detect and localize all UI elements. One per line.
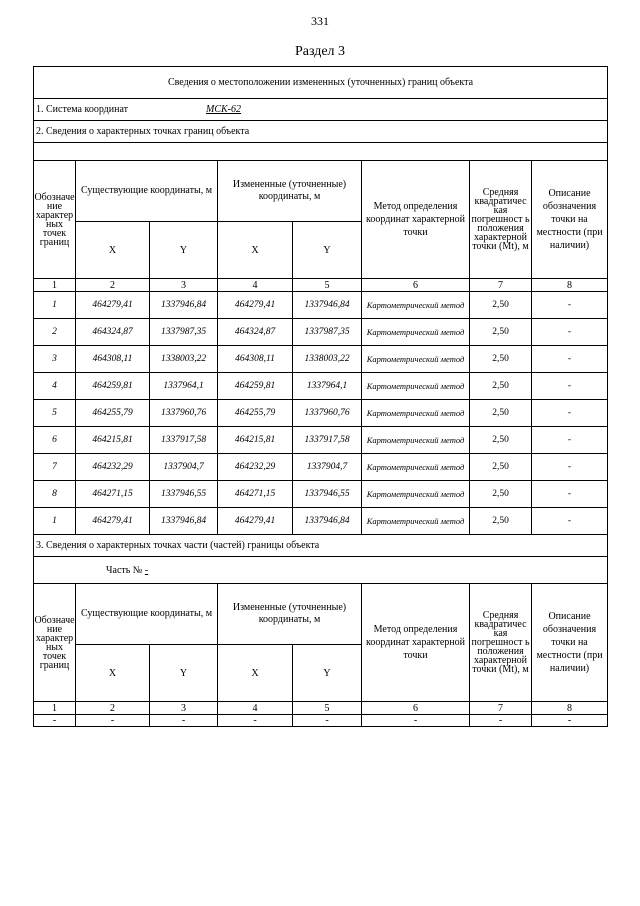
part-row	[34, 557, 608, 584]
table-row	[34, 508, 608, 535]
description: -	[532, 427, 608, 454]
changed-y: 1337946,84	[293, 292, 362, 319]
description: -	[532, 319, 608, 346]
point-id: 4	[34, 373, 76, 400]
existing-y: 1338003,22	[150, 346, 218, 373]
header-existing-y: Y	[150, 222, 218, 279]
description: -	[532, 292, 608, 319]
column-number: 8	[532, 279, 608, 292]
column-number: 5	[293, 702, 362, 715]
header-changed-y: Y	[293, 222, 362, 279]
column-number: 2	[76, 702, 150, 715]
description: -	[532, 346, 608, 373]
point-id: 2	[34, 319, 76, 346]
existing-y: 1337987,35	[150, 319, 218, 346]
accuracy: 2,50	[470, 508, 532, 535]
part-cell: -	[293, 715, 362, 727]
column-number: 4	[218, 279, 293, 292]
column-number: 1	[34, 702, 76, 715]
header-existing-x: X	[76, 222, 150, 279]
changed-x: 464271,15	[218, 481, 293, 508]
existing-x: 464271,15	[76, 481, 150, 508]
page-number: 331	[311, 14, 329, 28]
header-description: Описание обозначения точки на местности (при наличии)	[532, 161, 608, 279]
table-row	[34, 481, 608, 508]
description: -	[532, 454, 608, 481]
column-number: 2	[76, 279, 150, 292]
description: -	[532, 481, 608, 508]
part-cell: -	[532, 715, 608, 727]
existing-y: 1337946,55	[150, 481, 218, 508]
part-cell: -	[470, 715, 532, 727]
section-title: Раздел 3	[294, 44, 346, 59]
existing-x: 464308,11	[76, 346, 150, 373]
point-id: 8	[34, 481, 76, 508]
changed-x: 464259,81	[218, 373, 293, 400]
part-cell: -	[150, 715, 218, 727]
column-numbers	[34, 279, 608, 292]
column-number: 4	[218, 702, 293, 715]
changed-x: 464324,87	[218, 319, 293, 346]
existing-x: 464324,87	[76, 319, 150, 346]
existing-y: 1337946,84	[150, 508, 218, 535]
column-number: 5	[293, 279, 362, 292]
description: -	[532, 373, 608, 400]
accuracy: 2,50	[470, 319, 532, 346]
header-accuracy: Средняя квадратичес кая погрешност ь положения характерной точки (Mt), м	[470, 161, 532, 279]
spacer-row	[34, 143, 608, 161]
changed-y: 1337917,58	[293, 427, 362, 454]
column-number: 7	[470, 702, 532, 715]
method: Картометрический метод	[362, 427, 470, 454]
existing-y: 1337904,7	[150, 454, 218, 481]
changed-y: 1337987,35	[293, 319, 362, 346]
header-description-2: Описание обозначения точки на местности (при наличии)	[532, 584, 608, 702]
changed-y: 1337946,84	[293, 508, 362, 535]
header-existing-x-2: X	[76, 645, 150, 702]
changed-y: 1337964,1	[293, 373, 362, 400]
point-id: 5	[34, 400, 76, 427]
existing-x: 464259,81	[76, 373, 150, 400]
changed-x: 464255,79	[218, 400, 293, 427]
method: Картометрический метод	[362, 319, 470, 346]
existing-x: 464215,81	[76, 427, 150, 454]
header-changed: Измененные (уточненные) координаты, м	[218, 161, 362, 222]
changed-x: 464308,11	[218, 346, 293, 373]
coord-system-label: 1. Система координат	[36, 104, 129, 115]
changed-x: 464279,41	[218, 292, 293, 319]
part-label: Часть №	[106, 564, 143, 576]
part-data-row	[34, 715, 608, 727]
header-changed-x: X	[218, 222, 293, 279]
existing-y: 1337946,84	[150, 292, 218, 319]
column-number: 6	[362, 702, 470, 715]
existing-x: 464232,29	[76, 454, 150, 481]
accuracy: 2,50	[470, 346, 532, 373]
changed-y: 1337904,7	[293, 454, 362, 481]
accuracy: 2,50	[470, 481, 532, 508]
header-method-2: Метод определения координат характерной точки	[362, 584, 470, 702]
header-changed-y-2: Y	[293, 645, 362, 702]
existing-x: 464255,79	[76, 400, 150, 427]
column-number: 8	[532, 702, 608, 715]
part-cell: -	[76, 715, 150, 727]
column-number: 3	[150, 702, 218, 715]
table-row	[34, 454, 608, 481]
header-existing-y-2: Y	[150, 645, 218, 702]
point-id: 6	[34, 427, 76, 454]
header-changed-x-2: X	[218, 645, 293, 702]
parts-title: 3. Сведения о характерных точках части (частей) границы объекта	[34, 535, 608, 557]
changed-y: 1337960,76	[293, 400, 362, 427]
part-cell: -	[218, 715, 293, 727]
changed-x: 464279,41	[218, 508, 293, 535]
method: Картометрический метод	[362, 373, 470, 400]
method: Картометрический метод	[362, 292, 470, 319]
header-method: Метод определения координат характерной точки	[362, 161, 470, 279]
method: Картометрический метод	[362, 454, 470, 481]
table-row	[34, 373, 608, 400]
method: Картометрический метод	[362, 481, 470, 508]
points-title: 2. Сведения о характерных точках границ объекта	[34, 121, 608, 143]
coord-system-value: МСК-62	[206, 104, 242, 115]
part-cell: -	[34, 715, 76, 727]
existing-y: 1337960,76	[150, 400, 218, 427]
method: Картометрический метод	[362, 400, 470, 427]
column-numbers-2	[34, 702, 608, 715]
existing-x: 464279,41	[76, 292, 150, 319]
point-id: 1	[34, 508, 76, 535]
boundary-table	[33, 66, 608, 727]
existing-y: 1337917,58	[150, 427, 218, 454]
accuracy: 2,50	[470, 454, 532, 481]
part-number: -	[144, 564, 149, 576]
method: Картометрический метод	[362, 346, 470, 373]
table-row	[34, 427, 608, 454]
point-id: 7	[34, 454, 76, 481]
accuracy: 2,50	[470, 292, 532, 319]
point-id: 1	[34, 292, 76, 319]
coord-system-row	[34, 99, 608, 121]
changed-y: 1337946,55	[293, 481, 362, 508]
description: -	[532, 400, 608, 427]
header-existing-2: Существующие координаты, м	[76, 584, 218, 645]
header-designation: Обозначе ние характер ных точек границ	[34, 161, 76, 279]
column-number: 7	[470, 279, 532, 292]
point-id: 3	[34, 346, 76, 373]
changed-y: 1338003,22	[293, 346, 362, 373]
table-row	[34, 292, 608, 319]
header-changed-2: Измененные (уточненные) координаты, м	[218, 584, 362, 645]
header-existing: Существующие координаты, м	[76, 161, 218, 222]
method: Картометрический метод	[362, 508, 470, 535]
table-row	[34, 400, 608, 427]
column-number: 1	[34, 279, 76, 292]
column-number: 6	[362, 279, 470, 292]
accuracy: 2,50	[470, 427, 532, 454]
description: -	[532, 508, 608, 535]
part-cell: -	[362, 715, 470, 727]
column-number: 3	[150, 279, 218, 292]
header-designation-2: Обозначе ние характер ных точек границ	[34, 584, 76, 702]
existing-y: 1337964,1	[150, 373, 218, 400]
changed-x: 464215,81	[218, 427, 293, 454]
table-row	[34, 346, 608, 373]
existing-x: 464279,41	[76, 508, 150, 535]
accuracy: 2,50	[470, 400, 532, 427]
accuracy: 2,50	[470, 373, 532, 400]
table-row	[34, 319, 608, 346]
main-title: Сведения о местоположении измененных (уточненных) границ объекта	[34, 67, 608, 99]
changed-x: 464232,29	[218, 454, 293, 481]
header-accuracy-2: Средняя квадратичес кая погрешност ь положения характерной точки (Mt), м	[470, 584, 532, 702]
